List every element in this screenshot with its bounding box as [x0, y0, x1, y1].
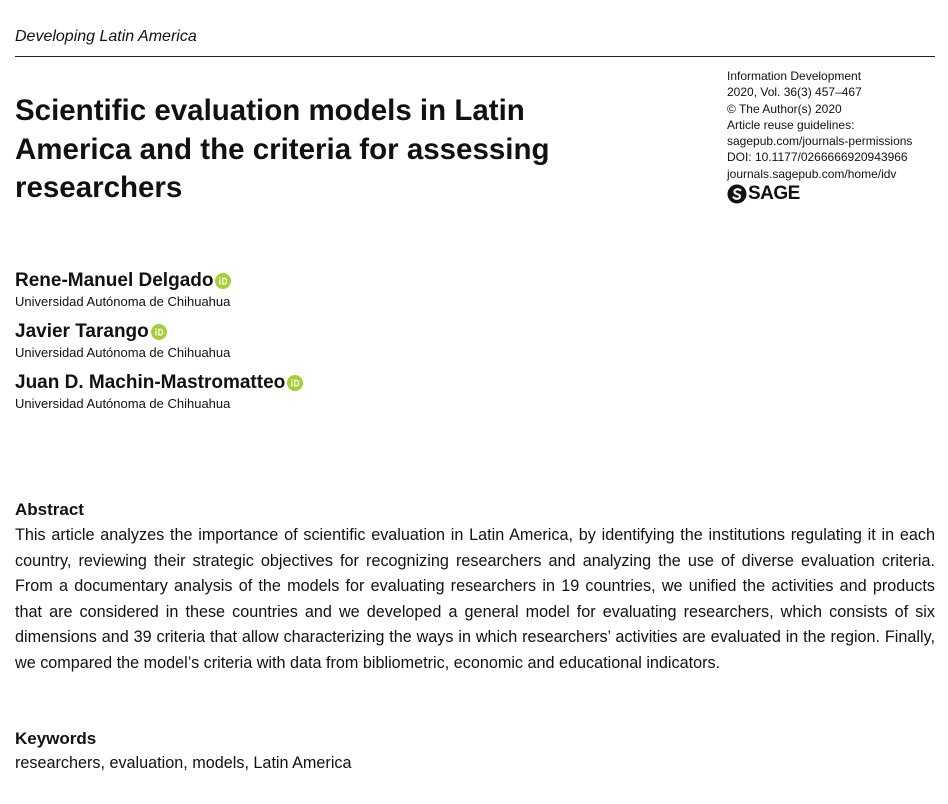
copyright: © The Author(s) 2020 — [727, 101, 842, 116]
author-name-row — [15, 370, 615, 395]
abstract-heading: Abstract — [15, 500, 84, 519]
sage-logo — [727, 184, 942, 204]
reuse-guidelines-label: Article reuse guidelines: — [727, 117, 855, 132]
author-entry — [15, 268, 615, 311]
keywords-text: researchers, evaluation, models, Latin America — [15, 754, 352, 772]
permissions-link[interactable]: sagepub.com/journals-permissions — [727, 134, 913, 149]
author-name-row — [15, 268, 615, 293]
sage-logo-text: SAGE — [748, 182, 800, 204]
author-list — [15, 268, 615, 421]
article-title: Scientific evaluation models in Latin America and the criteria for assessing researchers — [15, 94, 550, 204]
author-affiliation: Universidad Autónoma de Chihuahua — [15, 396, 231, 411]
author-affiliation: Universidad Autónoma de Chihuahua — [15, 345, 231, 360]
author-entry — [15, 370, 615, 413]
journal-info — [727, 68, 942, 204]
header-rule — [15, 56, 935, 57]
keywords-heading: Keywords — [15, 729, 97, 748]
orcid-icon[interactable] — [215, 273, 231, 289]
orcid-icon[interactable] — [287, 375, 303, 391]
author-affiliation: Universidad Autónoma de Chihuahua — [15, 294, 231, 309]
journal-homepage-link[interactable]: journals.sagepub.com/home/idv — [727, 166, 897, 181]
author-name-row — [15, 319, 615, 344]
journal-volume: 2020, Vol. 36(3) 457–467 — [727, 85, 862, 100]
sage-logo-icon — [727, 184, 747, 204]
doi[interactable]: DOI: 10.1177/0266666920943966 — [727, 150, 908, 165]
section-label: Developing Latin America — [15, 28, 197, 45]
author-name: Rene-Manuel Delgado — [15, 270, 214, 291]
author-name: Javier Tarango — [15, 321, 149, 342]
orcid-icon[interactable] — [151, 324, 167, 340]
author-entry — [15, 319, 615, 362]
abstract-text: This article analyzes the importance of scientific evaluation in Latin America, by identifying the institutions regulating it in each country, reviewing their strategic objectives for recognizing researchers and analyzing the use of diverse evaluation criteria. From a documentary analysis of the models for evaluating researchers in 19 countries, we unified the activities and products that are considered in these countries and we developed a general model for evaluating researchers, which consists of six dimensions and 39 criteria that allow characterizing the ways in which researchers’ activities are evaluated in the region. Finally, we compared the model’s criteria with data from bibliometric, economic and educational indicators. — [15, 526, 935, 672]
author-name: Juan D. Machin-Mastromatteo — [15, 372, 286, 393]
journal-name: Information Development — [727, 69, 862, 83]
